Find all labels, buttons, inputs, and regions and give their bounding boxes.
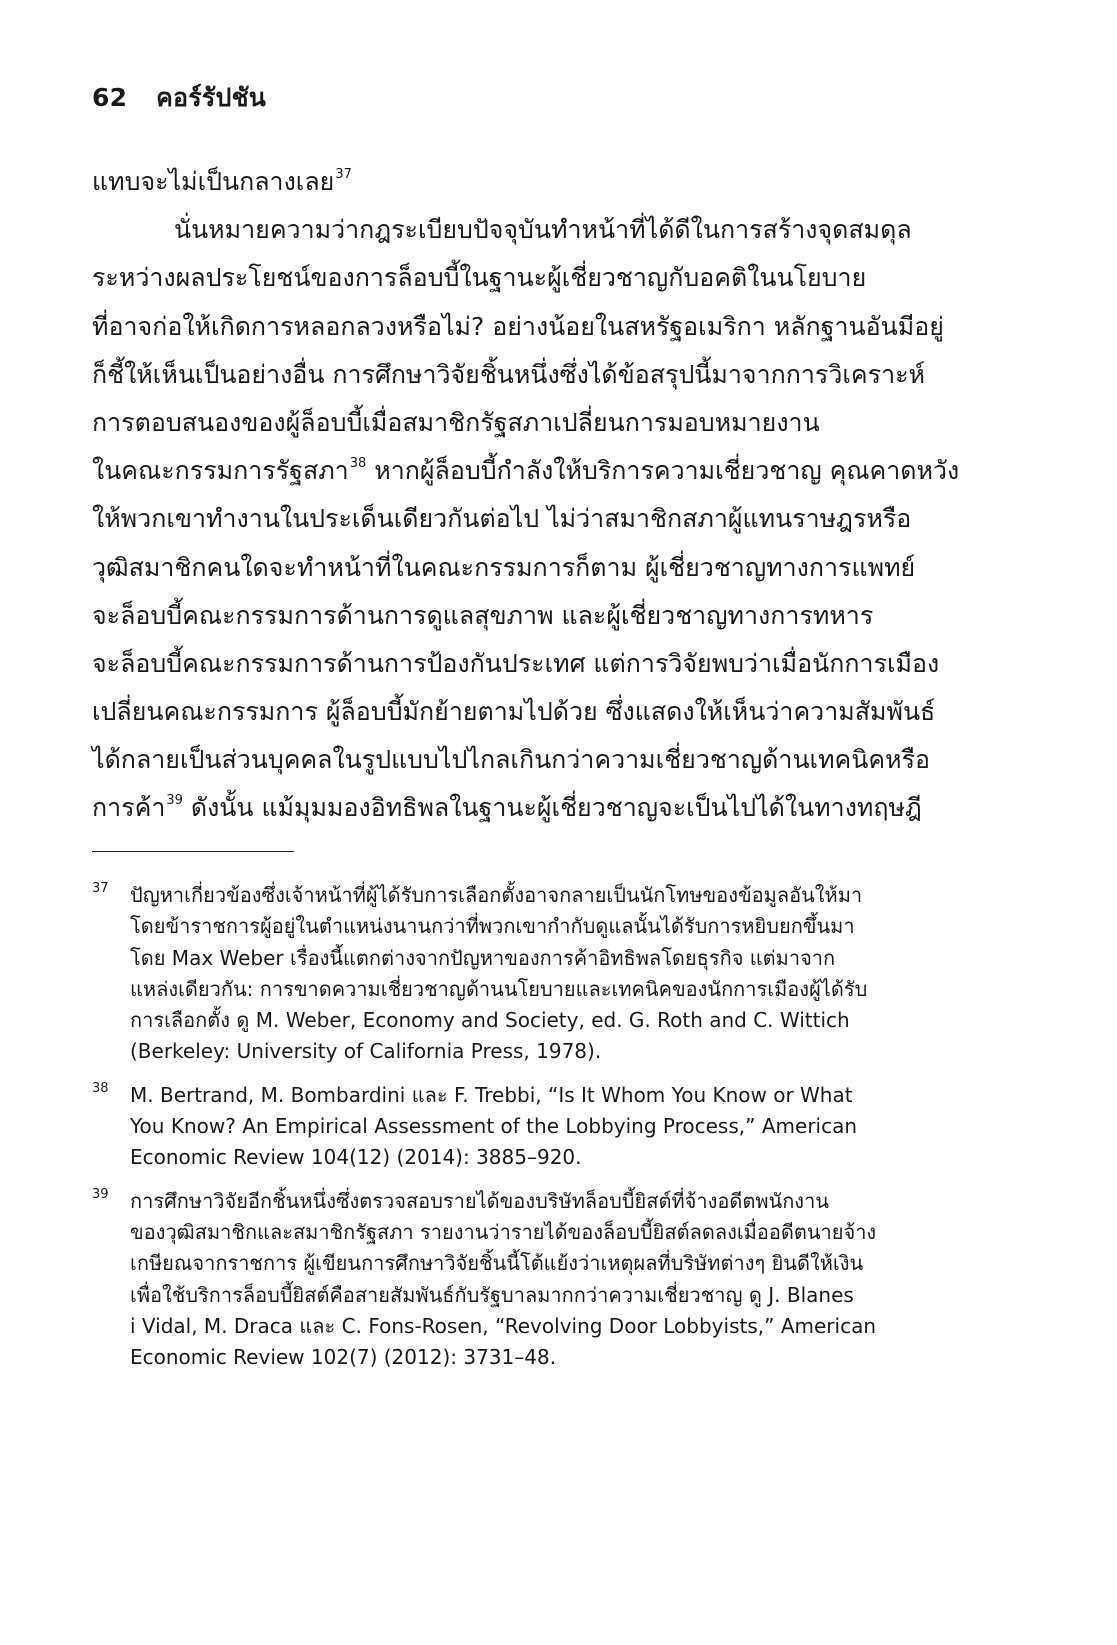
footnote-line: โดยข้าราชการผู้อยู่ในตำแหน่งนานกว่าที่พวกเขากำกับดูแลนั้นได้รับการหยิบยกขึ้นมา [130,914,855,939]
running-head [92,78,266,118]
footnote-line: เกษียณจากราชการ ผู้เขียนการศึกษาวิจัยชิ้นนี้โต้แย้งว่าเหตุผลที่บริษัทต่างๆ ยินดีให้เงิน [130,1251,864,1276]
footnote-line: You Know? An Empirical Assessment of the Lobbying Process,” American [130,1114,858,1139]
body-line: การค้า$^{39}$ ดังนั้น แม้มุมมองอิทธิพลในฐานะผู้เชี่ยวชาญจะเป็นไปได้ในทางทฤษฎี [92,793,922,823]
footnote-line: Economic Review 104(12) (2014): 3885–920. [130,1145,582,1170]
footnote-line: การศึกษาวิจัยอีกชิ้นหนึ่งซึ่งตรวจสอบรายได้ของบริษัทล็อบบี้ยิสต์ที่จ้างอดีตพนักงาน [130,1188,829,1213]
footnote-line: เพื่อใช้บริการล็อบบี้ยิสต์คือสายสัมพันธ์กับรัฐบาลมากกว่าความเชี่ยวชาญ ดู J. Blanes [130,1282,854,1307]
footnote-number: 37 [92,881,109,896]
body-line: จะล็อบบี้คณะกรรมการด้านการดูแลสุขภาพ และผู้เชี่ยวชาญทางการทหาร [92,600,874,630]
footnote-39 [92,1186,964,1374]
footnote-ref-37[interactable]: 37 [335,167,352,182]
footnote-number: 38 [92,1080,109,1096]
footnote-line: Economic Review 102(7) (2012): 3731–48. [130,1345,557,1370]
body-line: การตอบสนองของผู้ล็อบบี้เมื่อสมาชิกรัฐสภาเปลี่ยนการมอบหมายงาน [92,407,820,437]
footnote-37 [92,880,964,1068]
footnote-number: 39 [92,1186,109,1202]
body-line: จะล็อบบี้คณะกรรมการด้านการป้องกันประเทศ แต่การวิจัยพบว่าเมื่อนักการเมือง [92,648,940,678]
page-number: 62 [92,83,128,112]
footnote-line: การเลือกตั้ง ดู M. Weber, Economy and Society, ed. G. Roth and C. Wittich [130,1008,850,1033]
footnote-separator [92,851,294,852]
body-line: เปลี่ยนคณะกรรมการ ผู้ล็อบบี้มักย้ายตามไปด้วย ซึ่งแสดงให้เห็นว่าความสัมพันธ์ [92,697,936,727]
body-line: ได้กลายเป็นส่วนบุคคลในรูปแบบไปไกลเกินกว่าความเชี่ยวชาญด้านเทคนิคหรือ [92,745,931,775]
body-line: วุฒิสมาชิกคนใดจะทำหน้าที่ในคณะกรรมการก็ตาม ผู้เชี่ยวชาญทางการแพทย์ [92,552,916,582]
footnote-line: (Berkeley: University of California Press, 1978). [130,1039,602,1064]
footnote-ref-39[interactable]: 39 [166,793,183,809]
footnote-line: ปัญหาเกี่ยวข้องซึ่งเจ้าหน้าที่ผู้ได้รับการเลือกตั้งอาจกลายเป็นนักโทษของข้อมูลอันให้มา [130,883,863,907]
running-title: คอร์รัปชัน [156,83,267,112]
paragraph-start-line: นั่นหมายความว่ากฎระเบียบปัจจุบันทำหน้าที่ได้ดีในการสร้างจุดสมดุล [174,215,912,245]
body-line: แทบจะไม่เป็นกลางเลย$^{37}$ [92,167,352,196]
body-line: ที่อาจก่อให้เกิดการหลอกลวงหรือไม่? อย่างน้อยในสหรัฐอเมริกา หลักฐานอันมีอยู่ [92,311,944,341]
footnote-38 [92,1080,964,1174]
body-text [92,158,964,833]
footnotes [92,880,964,1385]
footnote-line: โดย Max Weber เรื่องนี้แตกต่างจากปัญหาของการค้าอิทธิพลโดยธุรกิจ แต่มาจาก [130,945,836,970]
body-line: ระหว่างผลประโยชน์ของการล็อบบี้ในฐานะผู้เชี่ยวชาญกับอคติในนโยบาย [92,263,867,293]
footnote-line: แหล่งเดียวกัน: การขาดความเชี่ยวชาญด้านนโยบายและเทคนิคของนักการเมืองผู้ได้รับ [130,976,868,1001]
footnote-line: i Vidal, M. Draca และ C. Fons-Rosen, “Revolving Door Lobbyists,” American [130,1313,877,1338]
body-line: ให้พวกเขาทำงานในประเด็นเดียวกันต่อไป ไม่ว่าสมาชิกสภาผู้แทนราษฎรหรือ [92,504,912,534]
body-line: ก็ชี้ให้เห็นเป็นอย่างอื่น การศึกษาวิจัยชิ้นหนึ่งซึ่งได้ข้อสรุปนี้มาจากการวิเคราะห์ [92,359,926,389]
footnote-line: M. Bertrand, M. Bombardini และ F. Trebbi, “Is It Whom You Know or What [130,1082,853,1107]
footnote-line: ของวุฒิสมาชิกและสมาชิกรัฐสภา รายงานว่ารายได้ของล็อบบี้ยิสต์ลดลงเมื่ออดีตนายจ้าง [130,1219,877,1244]
footnote-ref-38[interactable]: 38 [349,456,367,472]
body-line: ในคณะกรรมการรัฐสภา$^{38}$ หากผู้ล็อบบี้กำลังให้บริการความเชี่ยวชาญ คุณคาดหวัง [92,456,960,486]
